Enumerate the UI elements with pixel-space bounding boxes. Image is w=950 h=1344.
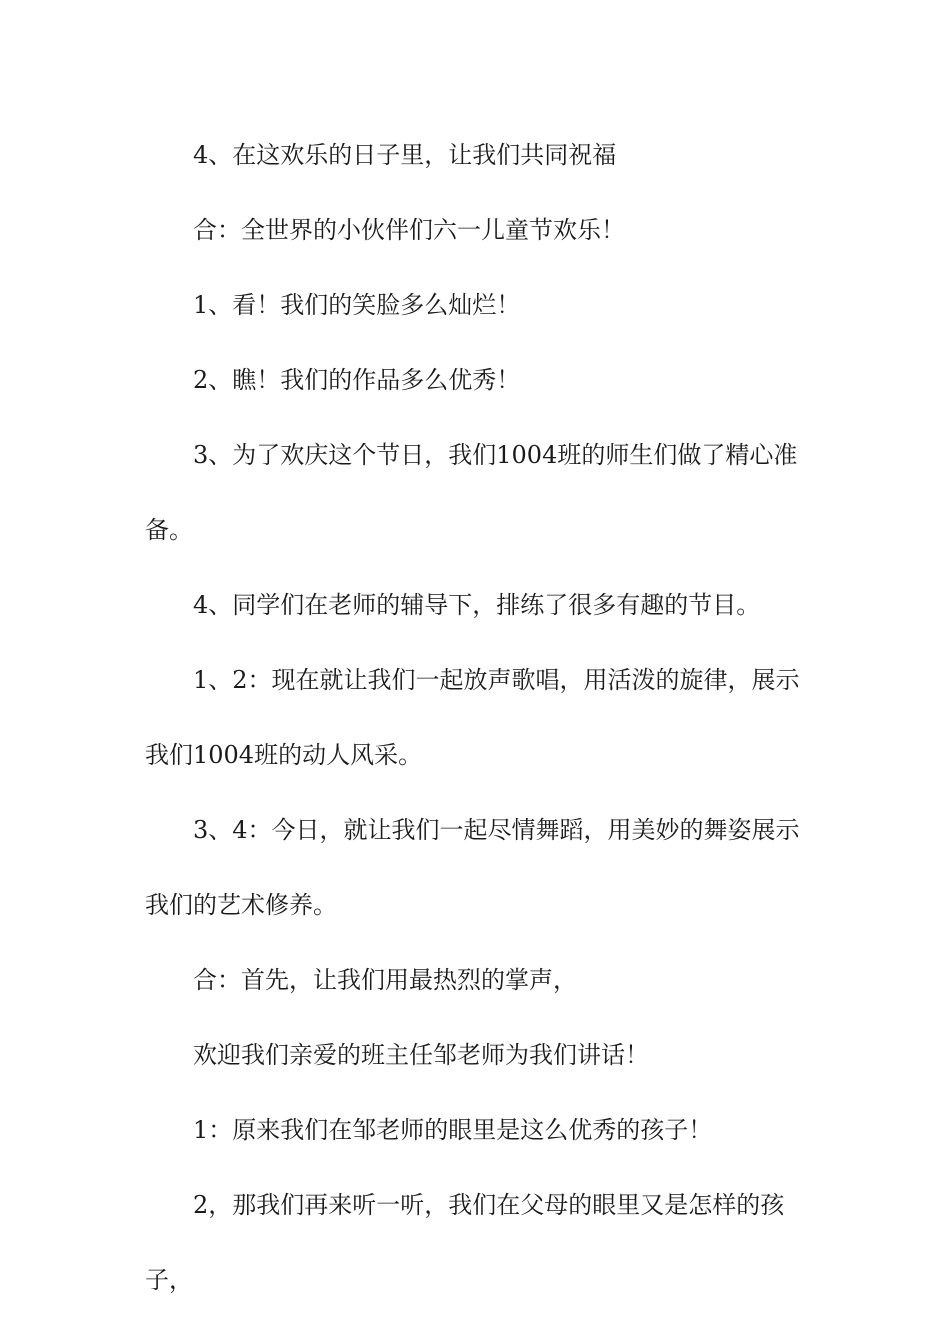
paragraph: 合：全世界的小伙伴们六一儿童节欢乐！	[193, 216, 625, 244]
paragraph: 2，那我们再来听一听，我们在父母的眼里又是怎样的孩子，	[145, 1191, 785, 1294]
paragraph: 2、瞧！我们的作品多么优秀！	[193, 366, 521, 394]
paragraph: 3、为了欢庆这个节日，我们1004班的师生们做了精心准备。	[145, 441, 798, 544]
paragraph: 1、看！我们的笑脸多么灿烂！	[193, 291, 521, 319]
paragraph: 4、同学们在老师的辅导下，排练了很多有趣的节目。	[193, 591, 761, 619]
paragraph: 3、4：今日，就让我们一起尽情舞蹈，用美妙的舞姿展示我们的艺术修养。	[145, 816, 800, 919]
document-body	[145, 118, 815, 1318]
paragraph: 欢迎我们亲爱的班主任邹老师为我们讲话！	[193, 1041, 649, 1069]
paragraph: 合：首先，让我们用最热烈的掌声，	[193, 966, 577, 994]
paragraph: 4、在这欢乐的日子里，让我们共同祝福	[193, 141, 617, 169]
paragraph: 1：原来我们在邹老师的眼里是这么优秀的孩子！	[193, 1116, 713, 1144]
paragraph: 1、2：现在就让我们一起放声歌唱，用活泼的旋律，展示我们1004班的动人风采。	[145, 666, 800, 769]
